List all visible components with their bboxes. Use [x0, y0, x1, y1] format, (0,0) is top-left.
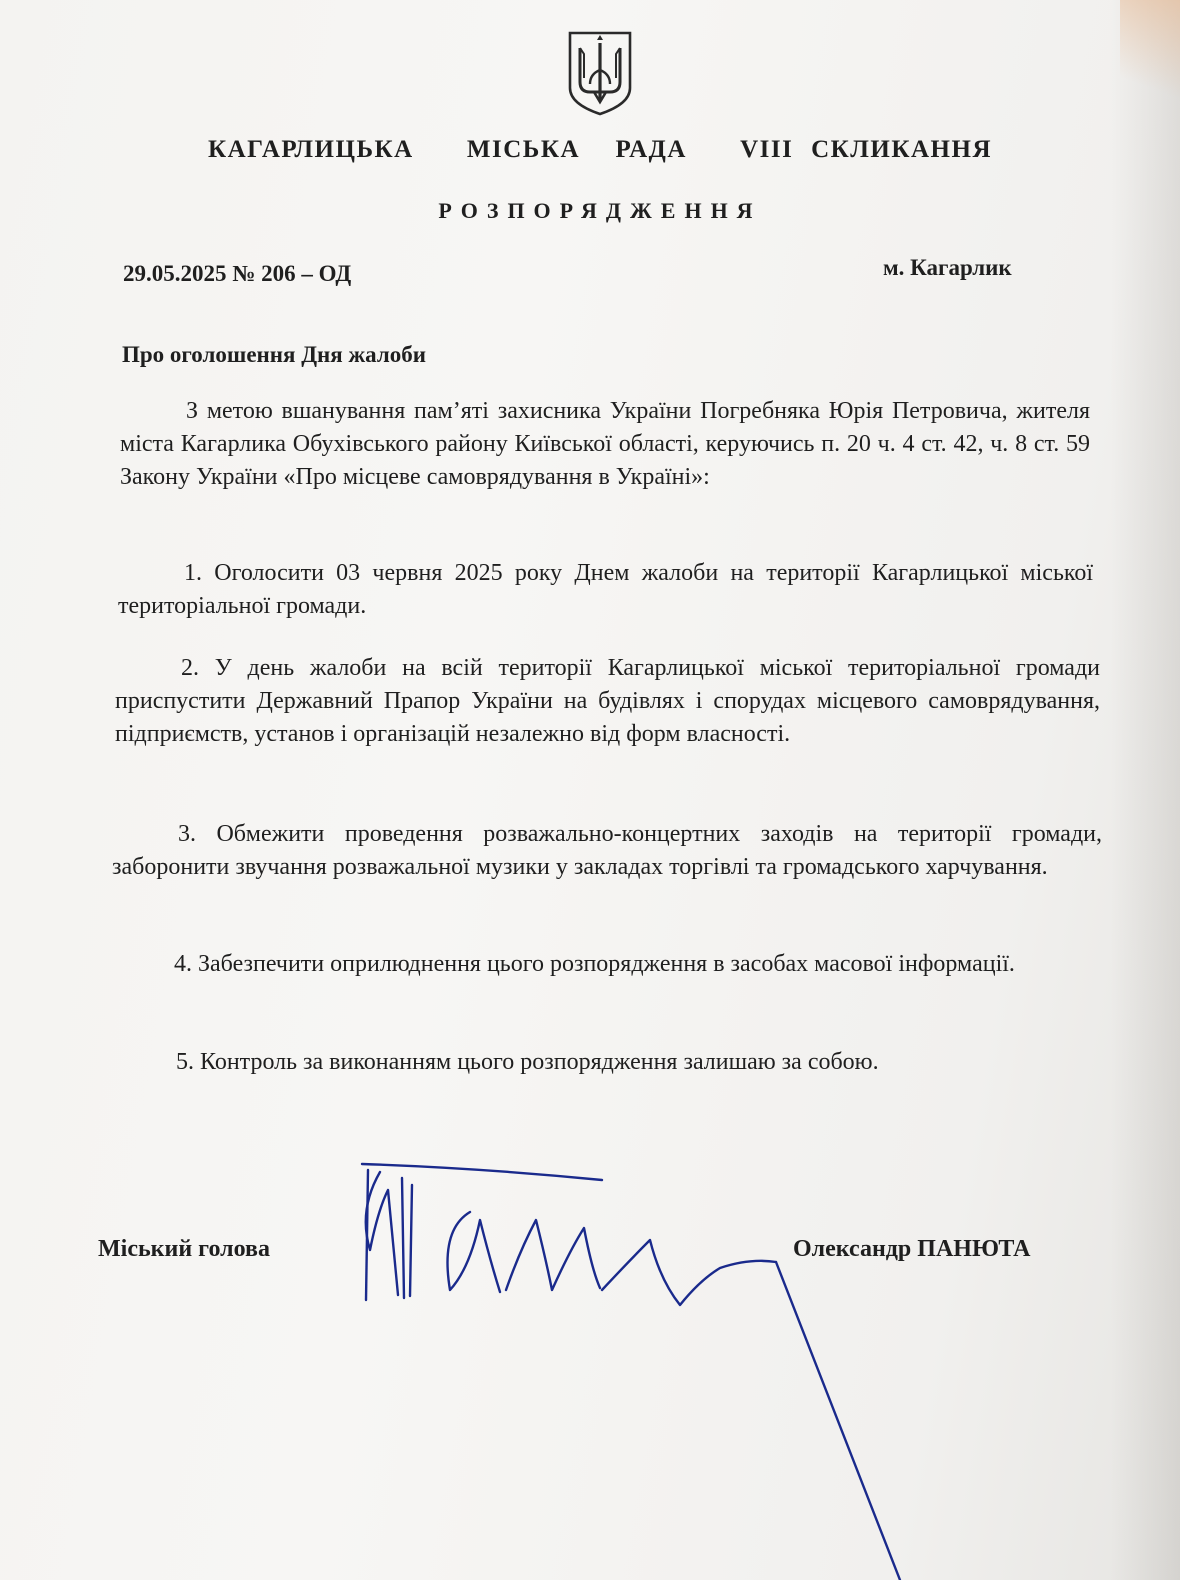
- document-subject: Про оголошення Дня жалоби: [122, 342, 427, 367]
- order-item-4: 4. Забезпечити оприлюднення цього розпорядження в засобах масової інформації.: [174, 951, 1015, 977]
- order-item-1: 1. Оголосити 03 червня 2025 року Днем жалоби на території Кагарлицької міської територіальної громади.: [118, 560, 1093, 619]
- order-item-5: 5. Контроль за виконанням цього розпорядження залишаю за собою.: [176, 1049, 879, 1075]
- signatory-position: Міський голова: [98, 1236, 270, 1262]
- signatory-name: Олександр ПАНЮТА: [793, 1236, 1031, 1262]
- page-edge-shadow: [1110, 0, 1180, 1580]
- council-title: КАГАРЛИЦЬКА МІСЬКА РАДА VIII СКЛИКАННЯ: [207, 136, 993, 163]
- order-item-3: 3. Обмежити проведення розважально-концертних заходів на території громади, заборонити звучання розважальної музики у закладах торгівлі та громадського харчування.: [112, 821, 1102, 880]
- order-item-2: 2. У день жалоби на всій території Кагарлицької міської територіальної громади приспустити Державний Прапор України на будівлях і спорудах місцевого самоврядування, підприємств, установ і організацій незалежно від форм власності.: [115, 655, 1100, 747]
- intro-paragraph: З метою вшанування пам’яті захисника України Погребняка Юрія Петровича, жителя міста Кагарлика Обухівського району Київської області, керуючись п. 20 ч. 4 ст. 42, ч. 8 ст. 59 Закону України «Про місцеве самоврядування в Україні»:: [120, 398, 1090, 490]
- trident-coat-of-arms-icon: [566, 30, 634, 116]
- document-date-number: 29.05.2025 № 206 – ОД: [123, 261, 352, 286]
- document-city: м. Кагарлик: [883, 255, 1012, 280]
- page-corner-tint: [1120, 0, 1180, 120]
- document-type-title: РОЗПОРЯДЖЕННЯ: [438, 198, 762, 223]
- handwritten-signature: [340, 1150, 940, 1580]
